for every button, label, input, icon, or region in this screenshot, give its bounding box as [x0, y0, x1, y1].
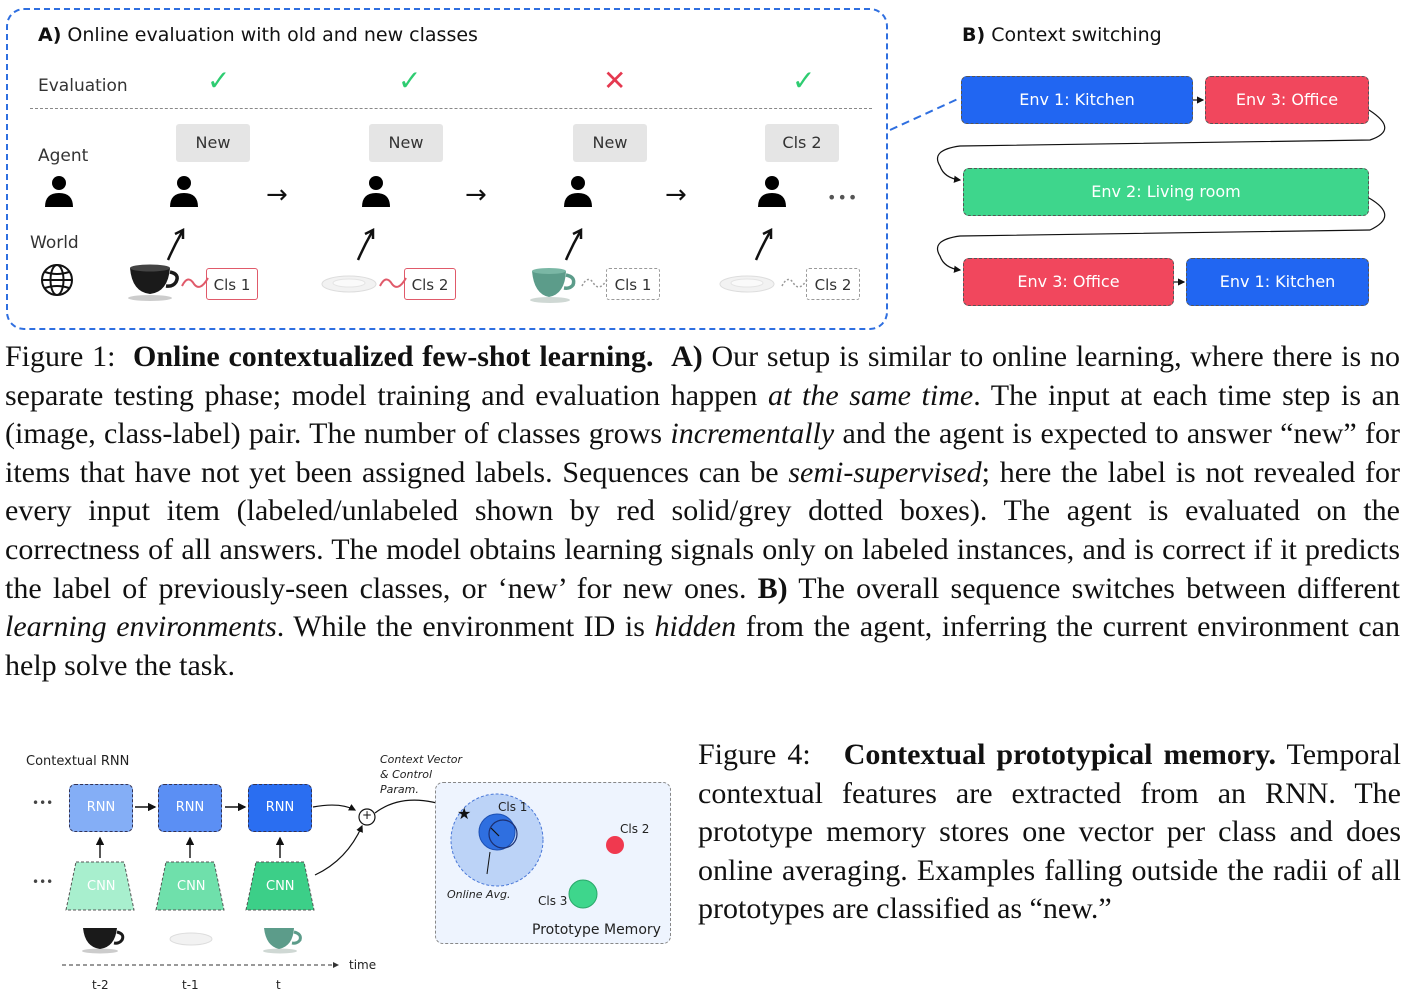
evaluation-divider: [30, 108, 872, 109]
t-label: t-2: [92, 978, 109, 992]
cls1-label: Cls 1: [498, 800, 528, 814]
t-label: t-1: [182, 978, 199, 992]
caption1-label: Figure 1:: [5, 340, 116, 373]
green-cup-icon: [260, 924, 304, 954]
person-icon: [167, 174, 201, 208]
check-icon: ✓: [207, 64, 231, 97]
up-arrow-icon: [560, 226, 588, 262]
black-cup-icon: [126, 262, 184, 302]
cnn-ellipsis: •••: [32, 875, 54, 889]
time-axis: [60, 958, 350, 972]
class-tag-unlabeled: Cls 1: [606, 268, 660, 300]
cnn-label-t: CNN: [266, 879, 295, 894]
person-icon: [755, 174, 789, 208]
caption4-body: Temporal contextual features are extracted from an RNN. The prototype memory stores one vector per class and does online averaging. Examples falling outside the radii of all prototypes are classified as “new.”: [698, 738, 1402, 926]
rnn-ellipsis: •••: [32, 796, 54, 810]
white-plate-icon: [718, 272, 776, 296]
star-icon: ★: [457, 804, 472, 823]
sequence-arrow: →: [665, 180, 687, 210]
panel-b-title: B) Context switching: [962, 24, 1162, 46]
t-label: t: [276, 978, 281, 992]
agent-bubble-1: New: [176, 124, 250, 162]
caption4-label: Figure 4:: [698, 738, 811, 771]
rnn-box-t2: RNN: [69, 784, 133, 832]
env-kitchen-2: Env 1: Kitchen: [1186, 258, 1369, 306]
env-office-1: Env 3: Office: [1205, 76, 1369, 124]
env-living-room: Env 2: Living room: [963, 168, 1369, 216]
up-arrow-icon: [352, 226, 380, 262]
env-office-2: Env 3: Office: [963, 258, 1174, 306]
up-arrow-icon: [750, 226, 778, 262]
sequence-ellipsis: •••: [827, 188, 859, 207]
white-plate-icon: [320, 272, 378, 296]
cnn-label-t1: CNN: [177, 879, 206, 894]
env-flow-arrows: [930, 90, 1400, 290]
agent-bubble-4: Cls 2: [765, 124, 839, 162]
panel-a-title: A) Online evaluation with old and new classes: [38, 24, 478, 46]
context-vector-label: Context Vector & Control Param.: [380, 753, 463, 796]
sequence-arrow: →: [465, 180, 487, 210]
up-arrow-icon: [162, 226, 190, 262]
env-kitchen-1: Env 1: Kitchen: [961, 76, 1193, 124]
cls3-label: Cls 3: [538, 894, 568, 908]
white-plate-icon: [168, 930, 214, 948]
globe-icon: [40, 263, 74, 297]
person-icon: [42, 174, 76, 208]
cls2-label: Cls 2: [620, 822, 650, 836]
figure1-caption: Figure 1: Online contextualized few-shot learning. A) Our setup is similar to online learning, where there is no separate testing phase; model training and evaluation happen at the same time. The input at each time step is an (image, class-label) pair. The number of classes grows incrementally and the agent is expected to answer “new” for items that have not yet been assigned labels. Sequences can be semi-supervised; here the label is not revealed for every input item (labeled/unlabeled shown by red solid/grey dotted boxes). The agent is evaluated on the correctness of all answers. The model obtains learning signals only on labeled instances, and is correct if it predicts the label of previously-seen classes, or ‘new’ for new ones. B) The overall sequence switches between different learning environments. While the environment ID is hidden from the agent, inferring the current environment can help solve the task.: [5, 340, 1400, 682]
agent-bubble-3: New: [573, 124, 647, 162]
cnn-label-t2: CNN: [87, 879, 116, 894]
rnn-box-t: RNN: [248, 784, 312, 832]
sequence-arrow: →: [266, 180, 288, 210]
check-icon: ✓: [792, 64, 816, 97]
person-icon: [359, 174, 393, 208]
green-cup-icon: [526, 266, 578, 304]
class-tag-labeled: Cls 1: [206, 268, 258, 300]
time-label: time: [349, 958, 377, 972]
cross-icon: ✕: [603, 64, 627, 97]
contextual-rnn-label: Contextual RNN: [26, 754, 130, 769]
figure4-caption: [698, 736, 1401, 929]
person-icon: [561, 174, 595, 208]
agent-bubble-2: New: [369, 124, 443, 162]
class-tag-unlabeled: Cls 2: [806, 268, 860, 300]
row-label-world: World: [30, 233, 79, 253]
class-tag-labeled: Cls 2: [404, 268, 456, 300]
black-cup-icon: [80, 924, 126, 954]
online-avg-label: Online Avg.: [447, 888, 511, 901]
rnn-box-t1: RNN: [158, 784, 222, 832]
caption1-title: Online contextualized few-shot learning.: [133, 340, 654, 373]
check-icon: ✓: [398, 64, 422, 97]
prototype-memory-label: Prototype Memory: [532, 922, 661, 938]
row-label-evaluation: Evaluation: [38, 76, 128, 96]
row-label-agent: Agent: [38, 146, 89, 166]
sum-symbol: +: [362, 808, 373, 822]
caption4-title: Contextual prototypical memory.: [843, 738, 1276, 771]
